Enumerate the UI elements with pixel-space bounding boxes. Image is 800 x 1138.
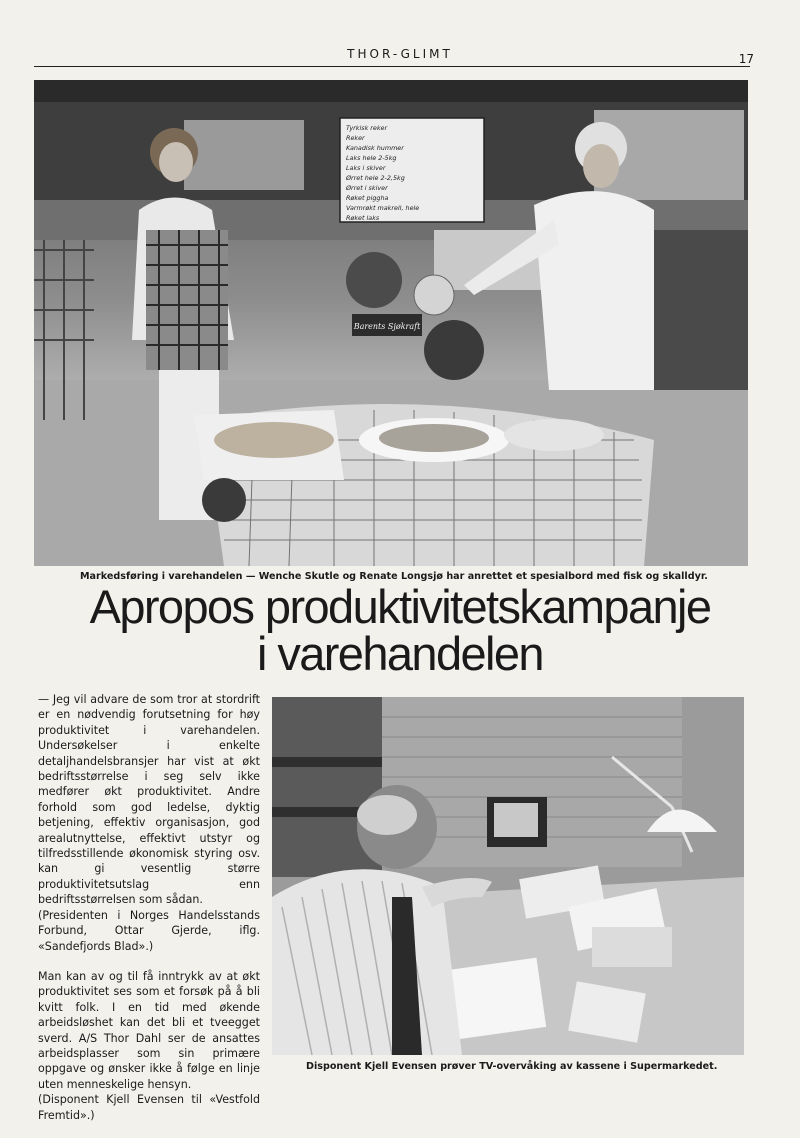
sign-item: Laks i skiver [346, 164, 386, 172]
sign-item: Røket laks [346, 214, 380, 222]
headline-line-1: Apropos produktivitetskampanje [89, 580, 711, 633]
sign-item: Varmrøkt makrell, hele [346, 204, 420, 212]
photo-illustration [272, 697, 744, 1055]
tv-monitoring-photo [272, 697, 744, 1055]
article-paragraph: — Jeg vil advare de som tror at stordrift er en nødvendig forutsetning for høy produktivitet i varehandelen. Undersøkelser i enkelte detaljhandelsbransjer har vist at økt bedriftsstørrelse i seg selv ikke medfører økt produktivitet. Andre forhold som god ledelse, dyktig betjening, effektiv organisasjon, god arealutnyttelse, effektivt utstyr og tilfredsstillende økonomisk styring osv. kan gi vesentlig større produktivitetsutslag enn bedriftsstørrelsen som sådan. [38, 693, 260, 907]
article-paragraph: Man kan av og til få inntrykk av at økt produktivitet ses som et forsøk på å bli kvitt folk. I en tid med økende arbeidsløshet kan det bli et tveegget sverd. A/S Thor Dahl ser de ansattes arbeidsplasser som sin primære oppgave og ønsker ikke å følge en linje uten menneskelige hensyn. [38, 969, 260, 1091]
bottom-photo-caption: Disponent Kjell Evensen prøver TV-overvåking av kassene i Supermarkedet. [306, 1061, 718, 1072]
article-source: (Presidenten i Norges Handelsstands Forbund, Ottar Gjerde, iflg. «Sandefjords Blad».) [38, 908, 260, 953]
sign-item: Tyrkisk reker [346, 124, 388, 132]
sign-item: Kanadisk hummer [346, 144, 404, 152]
sign-item: Røket piggha [346, 194, 389, 202]
sign-item: Ørret i skiver [346, 184, 388, 192]
top-photo-caption: Markedsføring i varehandelen — Wenche Skutle og Renate Longsjø har anrettet et spesialbord med fisk og skalldyr. [80, 571, 708, 582]
photo-illustration [34, 80, 748, 566]
article-body [38, 692, 260, 1138]
headline-line-2: i varehandelen [257, 627, 543, 680]
article-headline [0, 580, 800, 680]
page-number: 17 [738, 52, 754, 66]
article-source: (Disponent Kjell Evensen til «Vestfold Fremtid».) [38, 1093, 260, 1122]
publication-title: THOR-GLIMT [347, 47, 453, 61]
sign-item: Reker [346, 134, 365, 142]
display-box-label: Barents Sjøkraft [353, 322, 421, 331]
sign-item: Ørret hele 2-2,5kg [346, 174, 405, 182]
seafood-display-photo [34, 80, 748, 566]
header-rule [34, 66, 750, 67]
sign-item: Laks hele 2-5kg [346, 154, 397, 162]
